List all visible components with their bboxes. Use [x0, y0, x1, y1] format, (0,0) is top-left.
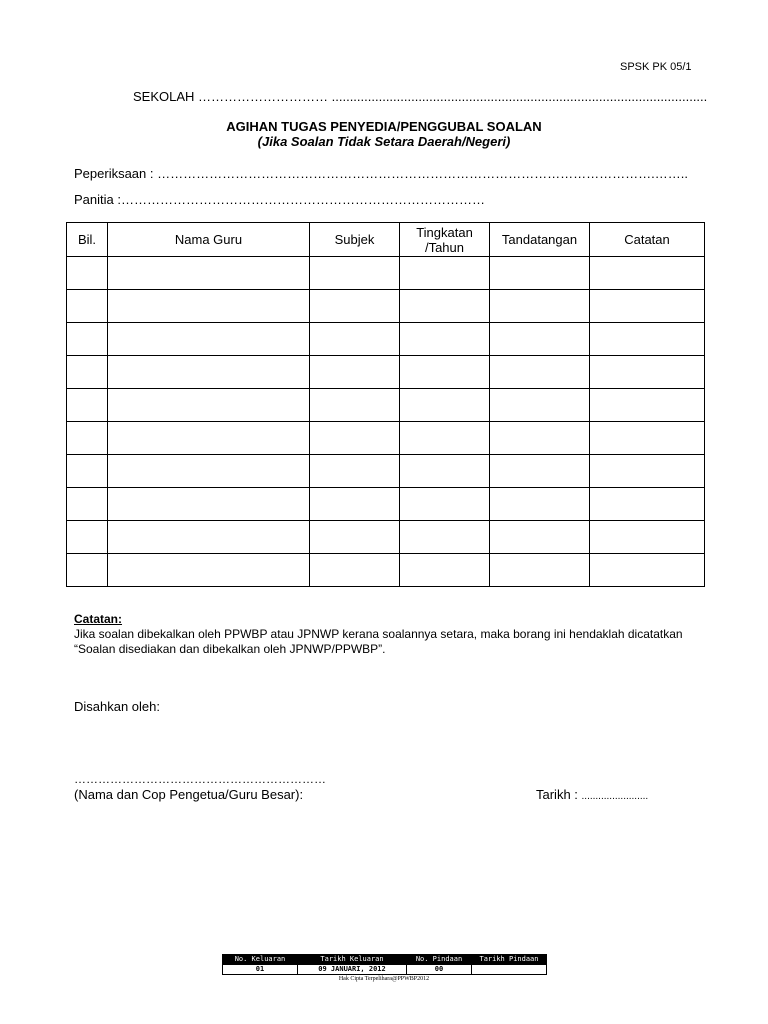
date-field [536, 787, 648, 802]
cell-signature [490, 455, 590, 488]
cell-teacher-name [108, 521, 310, 554]
cell-signature [490, 356, 590, 389]
cell-teacher-name [108, 422, 310, 455]
revision-header-issue-no: No. Keluaran [223, 955, 298, 965]
cell-form-year [400, 521, 490, 554]
col-header-form: Tingkatan [416, 224, 473, 240]
cell-no [67, 389, 108, 422]
table-header-row [67, 223, 705, 257]
form-reference-code: SPSK PK 05/1 [620, 61, 692, 73]
cell-form-year [400, 389, 490, 422]
cell-remarks [590, 554, 705, 587]
cell-signature [490, 521, 590, 554]
cell-teacher-name [108, 554, 310, 587]
cell-subject [310, 455, 400, 488]
cell-no [67, 422, 108, 455]
cell-signature [490, 422, 590, 455]
cell-subject [310, 356, 400, 389]
col-header-form-year [400, 223, 490, 257]
revision-header-amend-no: No. Pindaan [407, 955, 472, 965]
cell-remarks [590, 290, 705, 323]
cell-no [67, 488, 108, 521]
date-label: Tarikh : [536, 787, 582, 802]
cell-signature [490, 323, 590, 356]
table-row [67, 554, 705, 587]
table-row [67, 290, 705, 323]
form-subtitle: (Jika Soalan Tidak Setara Daerah/Negeri) [257, 134, 511, 149]
exam-field: Peperiksaan : …………………………………………………………………………………………………….…….. [74, 166, 688, 181]
table-row [67, 455, 705, 488]
cell-teacher-name [108, 389, 310, 422]
cell-remarks [590, 323, 705, 356]
cell-signature [490, 389, 590, 422]
revision-issue-no: 01 [223, 965, 298, 975]
table-row [67, 356, 705, 389]
cell-subject [310, 323, 400, 356]
cell-subject [310, 290, 400, 323]
cell-signature [490, 488, 590, 521]
revision-issue-date: 09 JANUARI, 2012 [298, 965, 407, 975]
cell-no [67, 290, 108, 323]
cell-form-year [400, 422, 490, 455]
table-row [67, 521, 705, 554]
cell-no [67, 356, 108, 389]
cell-remarks [590, 389, 705, 422]
col-header-subject: Subjek [310, 223, 400, 257]
cell-form-year [400, 290, 490, 323]
revision-header-amend-date: Tarikh Pindaan [472, 955, 547, 965]
table-body [67, 257, 705, 587]
revision-header-issue-date: Tarikh Keluaran [298, 955, 407, 965]
cell-remarks [590, 521, 705, 554]
cell-form-year [400, 488, 490, 521]
cell-signature [490, 257, 590, 290]
approved-by-label: Disahkan oleh: [74, 699, 160, 714]
cell-teacher-name [108, 257, 310, 290]
panel-field: Panitia :………………………………………………………………………… [74, 192, 485, 207]
cell-teacher-name [108, 290, 310, 323]
school-field: SEKOLAH ………………………… ........................................................................................................ [133, 89, 708, 104]
revision-amend-no: 00 [407, 965, 472, 975]
table-row [67, 389, 705, 422]
assignment-table [66, 222, 705, 587]
cell-form-year [400, 257, 490, 290]
table-row [67, 488, 705, 521]
notes-heading: Catatan: [74, 612, 123, 626]
col-header-year: /Tahun [424, 239, 465, 255]
cell-subject [310, 488, 400, 521]
revision-value-row [223, 965, 547, 975]
notes-text: Jika soalan dibekalkan oleh PPWBP atau JPNWP kerana soalannya setara, maka borang ini hendaklah dicatatkan “Soalan disediakan dan dibekalkan oleh JPNWP/PPWBP”. [74, 627, 683, 656]
copyright-notice: Hak Cipta Terpelihara@PPWBP2012 [338, 976, 430, 982]
cell-teacher-name [108, 323, 310, 356]
date-dots: ........................ [581, 791, 649, 802]
cell-no [67, 323, 108, 356]
cell-form-year [400, 323, 490, 356]
cell-teacher-name [108, 488, 310, 521]
cell-remarks [590, 422, 705, 455]
cell-no [67, 455, 108, 488]
cell-teacher-name [108, 356, 310, 389]
form-title: AGIHAN TUGAS PENYEDIA/PENGGUBAL SOALAN [226, 119, 542, 134]
cell-subject [310, 422, 400, 455]
cell-remarks [590, 257, 705, 290]
table-row [67, 422, 705, 455]
cell-form-year [400, 554, 490, 587]
cell-remarks [590, 356, 705, 389]
cell-subject [310, 554, 400, 587]
cell-form-year [400, 356, 490, 389]
col-header-signature: Tandatangan [490, 223, 590, 257]
cell-form-year [400, 455, 490, 488]
col-header-teacher-name: Nama Guru [108, 223, 310, 257]
table-row [67, 257, 705, 290]
revision-header-row [223, 955, 547, 965]
cell-remarks [590, 488, 705, 521]
principal-name-label: (Nama dan Cop Pengetua/Guru Besar): [74, 787, 304, 802]
cell-subject [310, 521, 400, 554]
col-header-remarks: Catatan [590, 223, 705, 257]
revision-table [222, 954, 547, 975]
cell-signature [490, 554, 590, 587]
cell-remarks [590, 455, 705, 488]
cell-subject [310, 389, 400, 422]
cell-signature [490, 290, 590, 323]
cell-no [67, 554, 108, 587]
table-row [67, 323, 705, 356]
cell-no [67, 521, 108, 554]
cell-teacher-name [108, 455, 310, 488]
col-header-no: Bil. [67, 223, 108, 257]
signature-line: ……………………………………………………… [74, 772, 326, 786]
cell-no [67, 257, 108, 290]
cell-subject [310, 257, 400, 290]
revision-amend-date [472, 965, 547, 975]
